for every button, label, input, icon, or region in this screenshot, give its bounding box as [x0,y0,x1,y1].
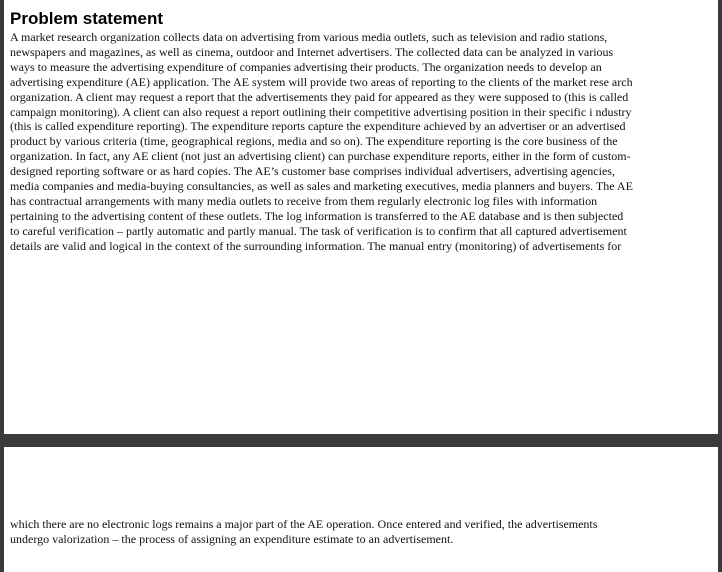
text-line: campaign monitoring). A client can also request a report outlining their competitive advertising position in their specific i ndustry [10,104,632,119]
problem-paragraph [10,30,688,254]
text-line: details are valid and logical in the context of the surrounding information. The manual entry (monitoring) of advertisements for [10,238,622,253]
text-line: undergo valorization – the process of assigning an expenditure estimate to an advertisement. [10,531,454,546]
section-heading: Problem statement [10,9,164,28]
text-line: which there are no electronic logs remains a major part of the AE operation. Once entered and verified, the advertisements [10,517,598,531]
text-line: product by various criteria (time, geographical regions, media and so on). The expenditure reporting is the core business of the [10,134,618,149]
text-line: organization. A client may request a report that the advertisements they paid for appeared as they were supposed to (this is called [10,89,629,104]
continuation-paragraph [10,517,688,547]
text-line: to careful verification – partly automatic and partly manual. The task of verification is to confirm that all captured advertisement [10,223,627,238]
text-line: (this is called expenditure reporting). The expenditure reports capture the expenditure achieved by an advertiser or an advertised [10,119,626,134]
text-line: has contractual arrangements with many media outlets to receive from them regularly electronic log files with information [10,193,598,208]
text-line: organization. In fact, any AE client (not just an advertising client) can purchase expenditure reports, either in the form of custom- [10,149,631,164]
document-page-2 [4,447,718,572]
document-page-1 [4,0,718,434]
text-line: A market research organization collects data on advertising from various media outlets, such as television and radio stations, [10,30,608,44]
text-line: newspapers and magazines, as well as cinema, outdoor and Internet advertisers. The collected data can be analyzed in various [10,44,614,59]
text-line: ways to measure the advertising expenditure of companies advertising their products. The organization needs to develop an [10,59,602,74]
page-1-content [10,9,688,254]
text-line: designed reporting software or as hard copies. The AE’s customer base comprises individual advertisers, advertising agencies, [10,164,615,179]
page-2-content [10,517,688,547]
text-line: pertaining to the advertising content of these outlets. The log information is transferred to the AE database and is then subjected [10,208,624,223]
text-line: media companies and media-buying consultancies, as well as sales and marketing executives, media planners and buyers. The AE [10,179,633,194]
text-line: advertising expenditure (AE) application. The AE system will provide two areas of reporting to the clients of the market rese arch [10,74,633,89]
